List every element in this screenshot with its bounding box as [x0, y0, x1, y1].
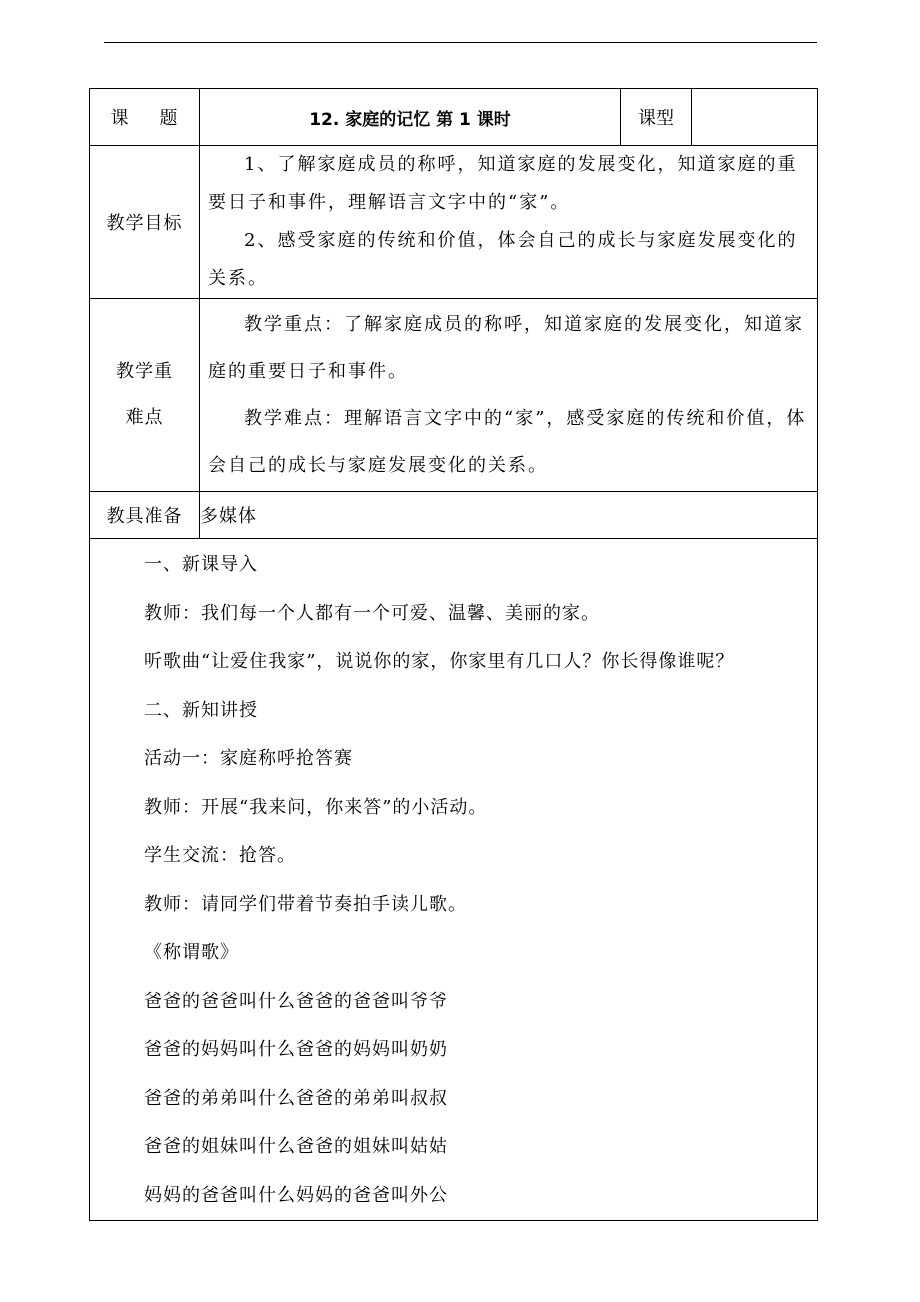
objectives-label: 教学目标	[90, 146, 200, 299]
lesson-plan-table	[89, 88, 818, 1221]
key-point: 教学重点：了解家庭成员的称呼，知道家庭的发展变化，知道家庭的重要日子和事件。	[208, 314, 804, 382]
objective-1: 1、了解家庭成员的称呼，知道家庭的发展变化，知道家庭的重要日子和事件，理解语言文字中的“家”。	[208, 154, 798, 213]
row-objectives	[90, 146, 818, 299]
process-line: 学生交流：抢答。	[144, 845, 296, 866]
process-line: 教师：我们每一个人都有一个可爱、温馨、美丽的家。	[144, 602, 600, 624]
teaching-process	[90, 539, 818, 1221]
process-line: 二、新知讲授	[144, 699, 258, 721]
song-line: 爸爸的妈妈叫什么爸爸的妈妈叫奶奶	[144, 1039, 448, 1060]
process-line: 活动一：家庭称呼抢答赛	[144, 748, 353, 769]
materials-value: 多媒体	[200, 492, 818, 539]
song-line: 爸爸的爸爸叫什么爸爸的爸爸叫爷爷	[144, 990, 448, 1012]
header-rule	[104, 42, 817, 43]
topic-label-char1: 课	[110, 108, 130, 129]
topic-label-char2: 题	[159, 108, 179, 129]
process-line: 教师：请同学们带着节奏拍手读儿歌。	[144, 893, 467, 915]
song-line: 爸爸的弟弟叫什么爸爸的弟弟叫叔叔	[144, 1087, 448, 1109]
objective-2: 2、感受家庭的传统和价值，体会自己的成长与家庭发展变化的关系。	[208, 230, 798, 289]
key-points-content	[200, 299, 818, 492]
lesson-type-value	[692, 89, 818, 146]
difficult-point: 教学难点：理解语言文字中的“家”，感受家庭的传统和价值，体会自己的成长与家庭发展变化的关系。	[208, 408, 807, 476]
key-points-label	[90, 299, 200, 492]
materials-label: 教具准备	[90, 492, 200, 539]
process-line: 一、新课导入	[144, 554, 258, 575]
row-teaching-process	[90, 539, 818, 1221]
row-key-points	[90, 299, 818, 492]
song-title: 《称谓歌》	[144, 942, 239, 963]
row-topic	[90, 89, 818, 146]
objectives-content	[200, 146, 818, 299]
lesson-title: 12. 家庭的记忆 第 1 课时	[200, 89, 621, 146]
topic-label	[90, 89, 200, 146]
key-points-label-line2: 难点	[125, 407, 164, 428]
song-line: 妈妈的爸爸叫什么妈妈的爸爸叫外公	[144, 1184, 448, 1206]
key-points-label-line1: 教学重	[116, 361, 173, 382]
song-line: 爸爸的姐妹叫什么爸爸的姐妹叫姑姑	[144, 1136, 448, 1157]
process-line: 听歌曲“让爱住我家”，说说你的家，你家里有几口人？你长得像谁呢？	[144, 651, 735, 672]
process-line: 教师：开展“我来问，你来答”的小活动。	[144, 796, 488, 818]
lesson-type-label: 课型	[621, 89, 692, 146]
row-materials	[90, 492, 818, 539]
